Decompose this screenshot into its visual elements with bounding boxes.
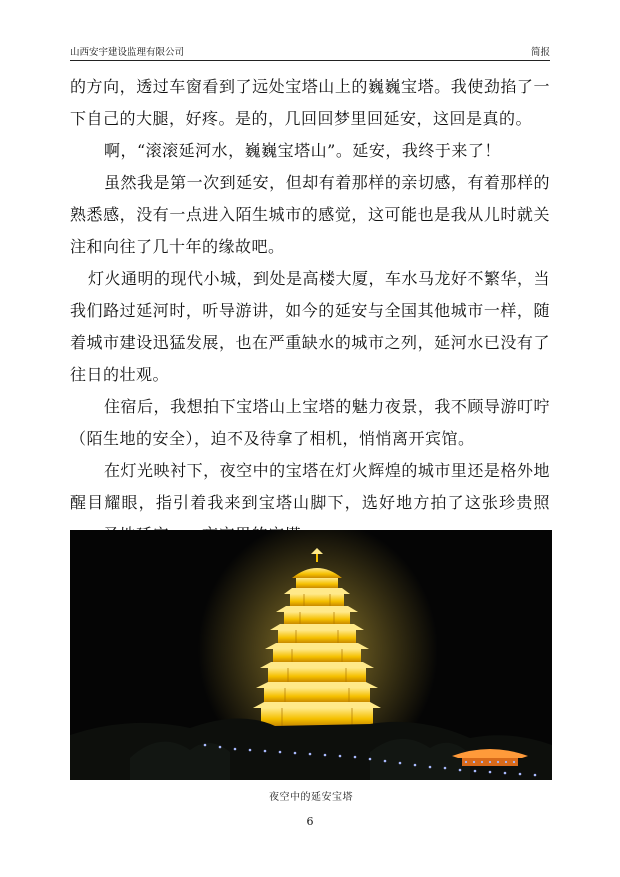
page-number: 6 bbox=[306, 815, 314, 828]
paragraph-4: 灯火通明的现代小城，到处是高楼大厦，车水马龙好不繁华，当我们路过延河时，听导游讲，如今的延安与全国其他城市一样，随着城市建设迅猛发展，也在严重缺水的城市之列，延河水已没有了往日的壮观。 bbox=[70, 269, 551, 384]
company-name: 山西安宇建设监理有限公司 bbox=[70, 47, 185, 58]
paragraph-6: 在灯光映衬下，夜空中的宝塔在灯火辉煌的城市里还是格外地醒目耀眼，指引着我来到宝塔山脚下，选好地方拍了这张珍贵照 bbox=[70, 461, 550, 512]
paragraph-3: 虽然我是第一次到延安，但却有着那样的亲切感，有着那样的熟悉感，没有一点进入陌生城市的感觉，这可能也是我从儿时就关注和向往了几十年的缘故吧。 bbox=[70, 173, 550, 256]
paragraph-5: 住宿后，我想拍下宝塔山上宝塔的魅力夜景，我不顾导游叮咛（陌生地的安全），迫不及待拿了相机，悄悄离开宾馆。 bbox=[70, 397, 550, 448]
photo-caption: 夜空中的延安宝塔 bbox=[269, 792, 353, 803]
document-type: 简报 bbox=[530, 47, 550, 58]
page-header bbox=[70, 40, 550, 58]
pagoda-night-photo bbox=[70, 530, 552, 780]
tree-silhouette bbox=[130, 742, 230, 780]
header-divider bbox=[70, 60, 550, 61]
pagoda-illustration bbox=[70, 530, 552, 780]
paragraph-2: 啊，“滚滚延河水，巍巍宝塔山”。延安，我终于来了！ bbox=[104, 141, 501, 160]
article-body bbox=[70, 71, 550, 551]
tree-silhouette-right bbox=[370, 739, 470, 780]
paragraph-1: 的方向，透过车窗看到了远处宝塔山上的巍巍宝塔。我使劲掐了一下自己的大腿，好疼。是的，几回回梦里回延安，这回是真的。 bbox=[70, 77, 550, 128]
